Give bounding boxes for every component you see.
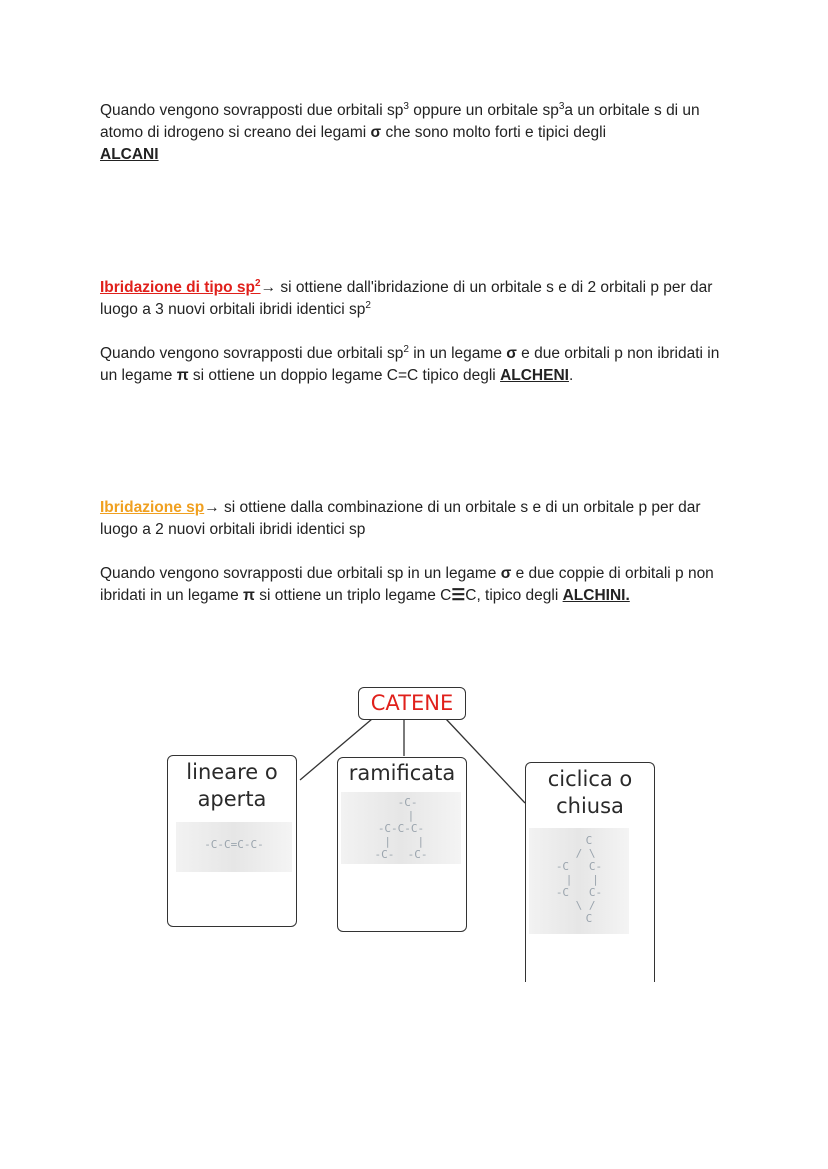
text: → si ottiene dall'ibridazione di un orbitale s e di 2 orbitali p per dar luogo a 3 nuovi orbitali ibridi identici sp xyxy=(100,279,713,318)
catene-box xyxy=(358,687,466,720)
cyclic-label-1: ciclica o xyxy=(547,767,633,791)
text: Quando vengono sovrapposti due orbitali sp in un legame xyxy=(100,565,501,582)
text: si ottiene un doppio legame C=C tipico degli xyxy=(188,367,501,384)
catene-label: CATENE xyxy=(370,691,454,715)
linear-box xyxy=(167,755,297,927)
cyclic-formula-image: C / \ -C C- | | -C C- \ / C xyxy=(529,828,629,934)
heading-text: Ibridazione di tipo sp xyxy=(100,279,255,296)
branched-label: ramificata xyxy=(348,761,456,785)
text: Quando vengono sovrapposti due orbitali sp xyxy=(100,345,404,362)
text: oppure un orbitale sp xyxy=(408,102,559,119)
branched-box xyxy=(337,757,467,932)
cyclic-label-2: chiusa xyxy=(556,794,624,818)
text: . xyxy=(568,367,574,384)
superscript: 2 xyxy=(365,300,371,311)
superscript: 3 xyxy=(403,101,409,112)
keyword-alcheni: ALCHENI xyxy=(500,367,569,384)
linear-label-1: lineare o xyxy=(186,760,278,784)
keyword-alchini: ALCHINI. xyxy=(562,587,630,604)
superscript: 2 xyxy=(255,278,261,289)
pi-symbol: π xyxy=(243,587,255,604)
triple-bond-symbol: ☰ xyxy=(451,587,466,604)
superscript: 3 xyxy=(558,101,565,112)
sigma-symbol: σ xyxy=(370,124,382,141)
pi-symbol: π xyxy=(176,367,189,384)
text: si ottiene un triplo legame C xyxy=(254,587,452,604)
text: e due orbitali p non ibridati in un legame xyxy=(100,345,720,384)
text: e due coppie di orbitali p non ibridati in un legame xyxy=(100,565,714,604)
linear-formula-image: -C-C=C-C- xyxy=(176,822,292,872)
text: in un legame xyxy=(408,345,507,362)
superscript: 2 xyxy=(403,344,409,355)
text: che sono molto forti e tipici degli xyxy=(381,124,607,141)
heading-sp: Ibridazione sp xyxy=(100,499,205,516)
keyword-alcani: ALCANI xyxy=(100,146,159,163)
text: a un orbitale s di un atomo di idrogeno si creano dei legami xyxy=(100,102,700,141)
linear-label-2: aperta xyxy=(197,787,267,811)
branched-formula-image: -C- | -C-C-C- | | -C- -C- xyxy=(341,792,461,864)
sigma-symbol: σ xyxy=(506,345,517,362)
text: Quando vengono sovrapposti due orbitali sp xyxy=(100,102,404,119)
cyclic-box xyxy=(525,762,655,982)
sigma-symbol: σ xyxy=(500,565,512,582)
text: C, tipico degli xyxy=(465,587,563,604)
text: → si ottiene dalla combinazione di un orbitale s e di un orbitale p per dar luogo a 2 nuovi orbitali ibridi identici sp xyxy=(100,499,701,538)
